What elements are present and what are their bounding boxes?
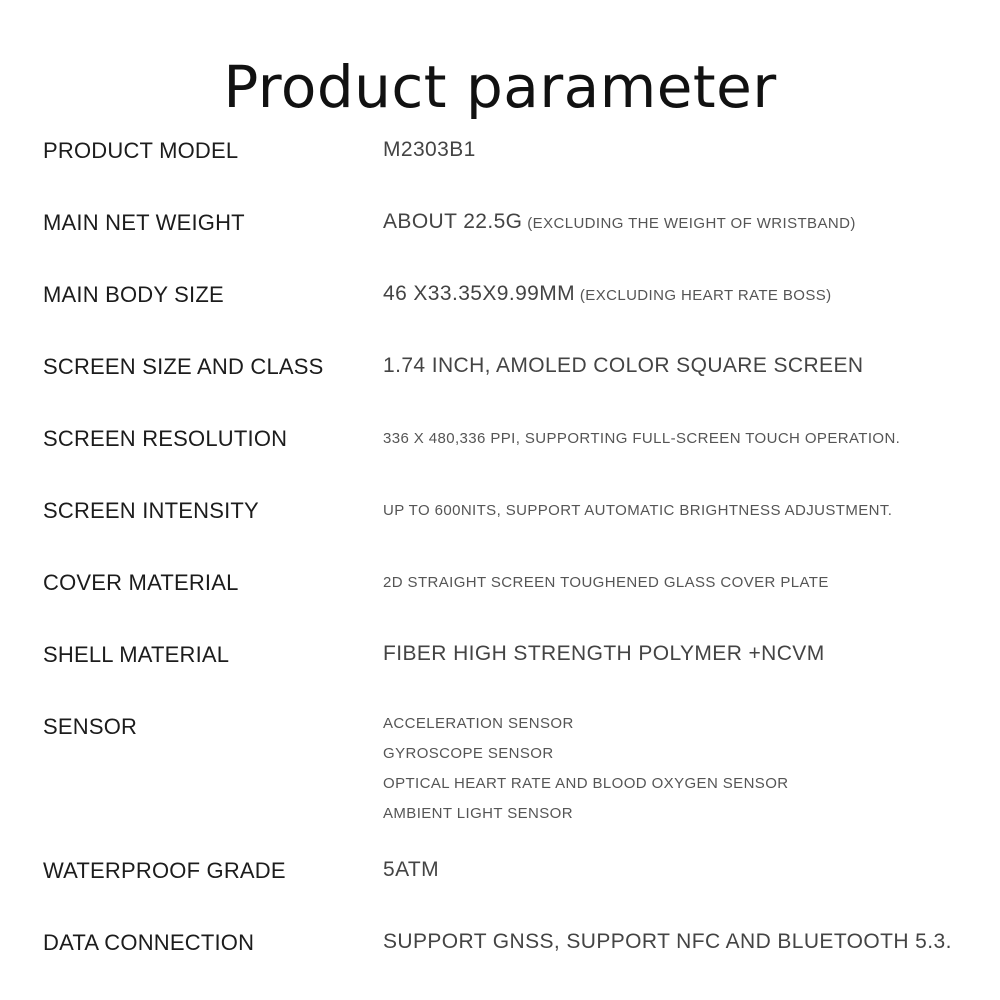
spec-label: MAIN BODY SIZE: [43, 282, 224, 307]
spec-value: 2D STRAIGHT SCREEN TOUGHENED GLASS COVER PLATE: [383, 574, 829, 591]
list-item: AMBIENT LIGHT SENSOR: [383, 805, 573, 822]
list-item: OPTICAL HEART RATE AND BLOOD OXYGEN SENSOR: [383, 775, 789, 792]
spec-label: SCREEN INTENSITY: [43, 498, 259, 523]
spec-label: SCREEN RESOLUTION: [43, 426, 288, 451]
list-item: GYROSCOPE SENSOR: [383, 745, 554, 762]
spec-label: MAIN NET WEIGHT: [43, 210, 245, 235]
spec-value: 46 X33.35X9.99MM: [383, 282, 576, 305]
spec-value: M2303B1: [383, 138, 476, 161]
spec-value: FIBER HIGH STRENGTH POLYMER +NCVM: [383, 642, 825, 665]
spec-value: 1.74 INCH, AMOLED COLOR SQUARE SCREEN: [383, 354, 864, 377]
spec-label: COVER MATERIAL: [43, 570, 239, 595]
spec-label: WATERPROOF GRADE: [43, 858, 286, 883]
spec-label: PRODUCT MODEL: [43, 138, 239, 163]
spec-value: 5ATM: [383, 858, 440, 881]
spec-label: SCREEN SIZE AND CLASS: [43, 354, 324, 379]
spec-label: SHELL MATERIAL: [43, 642, 230, 667]
page-title: Product parameter: [223, 52, 777, 121]
spec-value: SUPPORT GNSS, SUPPORT NFC AND BLUETOOTH 5.3.: [383, 930, 952, 953]
spec-label: SENSOR: [43, 714, 138, 739]
spec-note: (EXCLUDING THE WEIGHT OF WRISTBAND): [527, 215, 856, 232]
spec-value-group: [383, 210, 856, 234]
sensor-list: [383, 714, 789, 834]
spec-value: 336 X 480,336 PPI, SUPPORTING FULL-SCREEN TOUCH OPERATION.: [383, 430, 901, 447]
spec-value: ABOUT 22.5G: [383, 210, 523, 233]
spec-label: DATA CONNECTION: [43, 930, 255, 955]
spec-value: UP TO 600NITS, SUPPORT AUTOMATIC BRIGHTNESS ADJUSTMENT.: [383, 502, 893, 519]
list-item: ACCELERATION SENSOR: [383, 715, 574, 732]
spec-value-group: [383, 282, 832, 306]
spec-note: (EXCLUDING HEART RATE BOSS): [579, 287, 832, 304]
